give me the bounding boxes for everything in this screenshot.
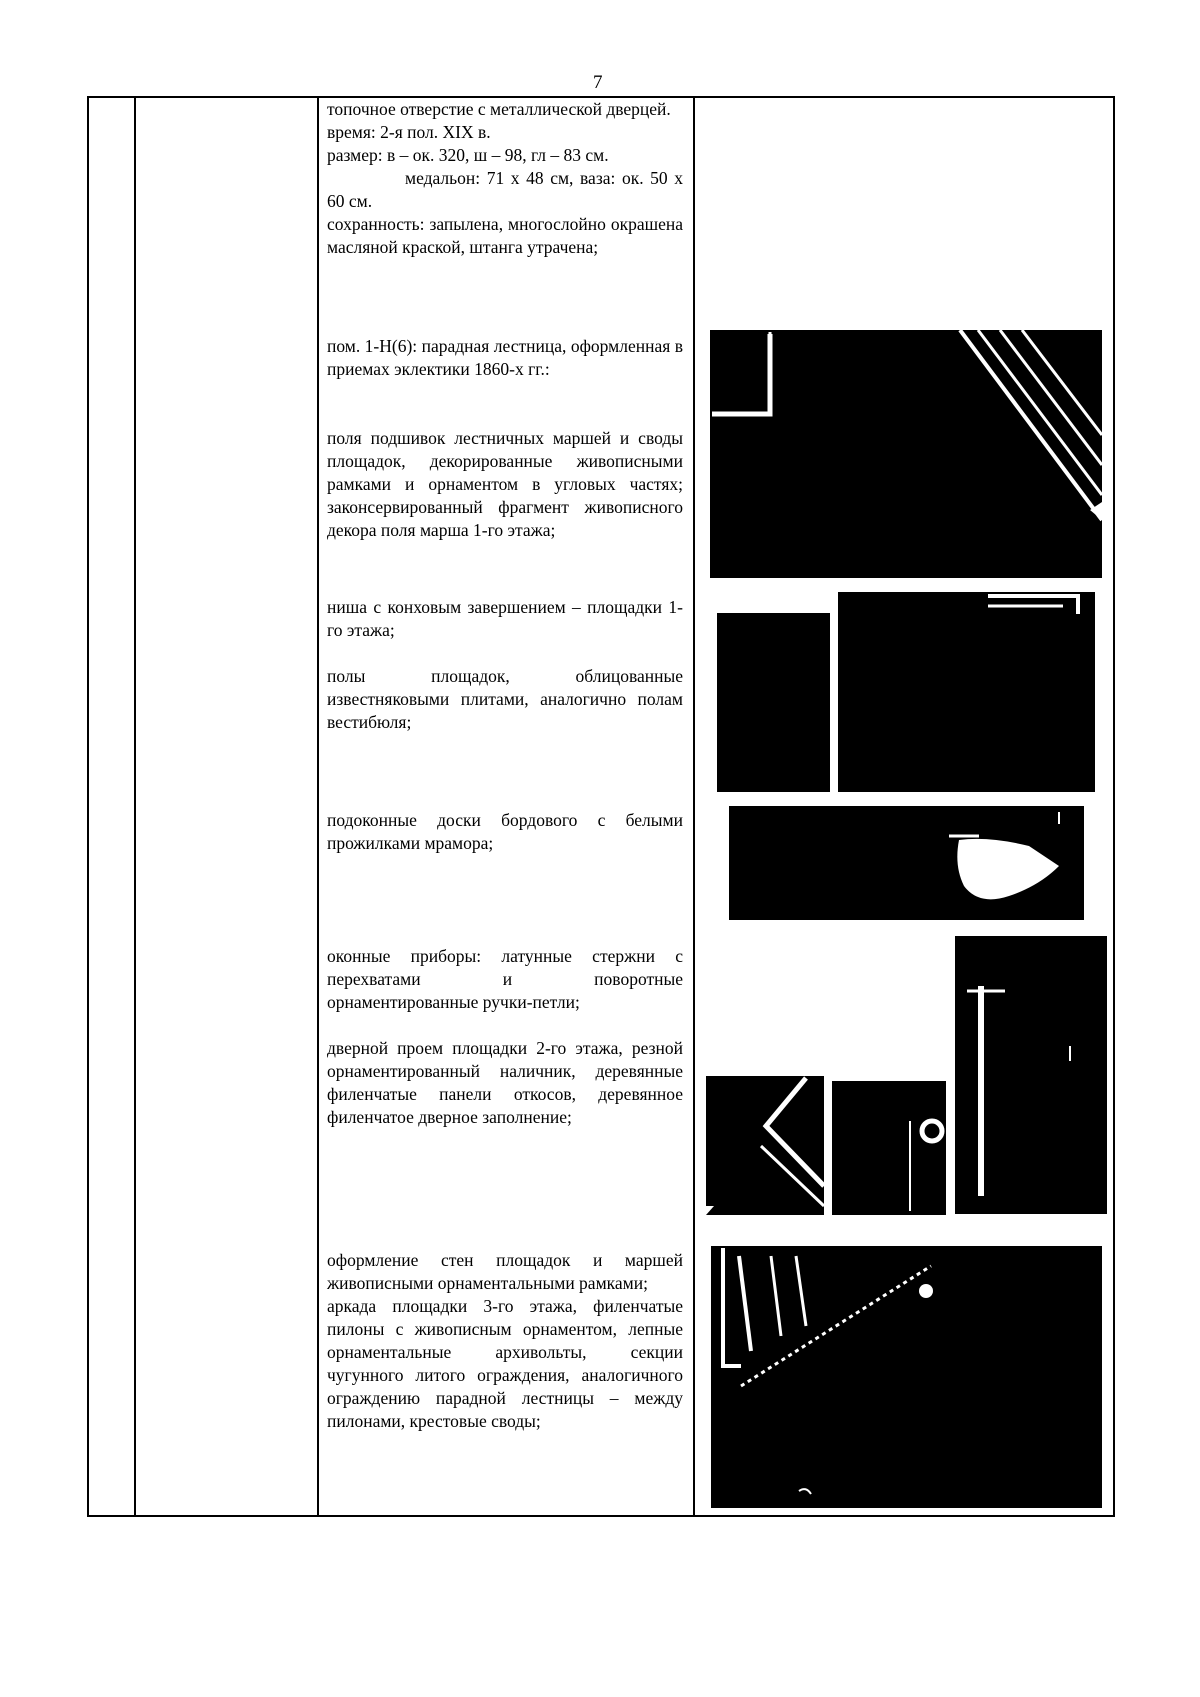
entry-text: дверной проем площадки 2-го этажа, резной орнаментированный наличник, деревянные филенчатые панели откосов, деревянное филенчатое дверное заполнение; [327, 1038, 683, 1127]
entry-text: оконные приборы: латунные стержни с перехватами и поворотные орнаментированные ручки-петли; [327, 946, 683, 1012]
photo-arcade [711, 1246, 1102, 1508]
entry-text: ниша с конховым завершением – площадки 1-го этажа; [327, 597, 683, 640]
photo-window-fitting [955, 936, 1107, 1214]
photo-niche [717, 613, 830, 792]
column-divider [134, 98, 136, 1515]
entry-text: аркада площадки 3-го этажа, филенчатые пилоны с живописным орнаментом, лепные орнаментальные архивольты, секции чугунного литого ограждения, аналогичного ограждению парадной лестницы – между пилонами, крестовые своды; [327, 1296, 683, 1431]
photo-staircase-ceiling [710, 330, 1102, 578]
text-block-niche [327, 596, 683, 642]
entry-text: топочное отверстие с металлической дверцей. [327, 99, 671, 119]
entry-text: полы площадок, облицованные известняковыми плитами, аналогично полам вестибюля; [327, 666, 683, 732]
column-divider [317, 98, 319, 1515]
photo-door-casing [706, 1076, 824, 1215]
text-block-doorway [327, 1037, 683, 1129]
entry-text: медальон: 71 х 48 см, ваза: ок. 50 х 60 см. [327, 168, 683, 211]
entry-text: поля подшивок лестничных маршей и своды площадок, декорированные живописными рамками и орнаментом в угловых частях; законсервированный фрагмент живописного декора поля марша 1-го этажа; [327, 428, 683, 540]
column-divider [693, 98, 695, 1515]
entry-text: сохранность: запылена, многослойно окрашена масляной краской, штанга утрачена; [327, 214, 683, 257]
photo-windowsill [729, 806, 1084, 920]
text-block-walls-arcade [327, 1249, 683, 1433]
photo-floor [838, 592, 1095, 792]
text-block-window-fittings [327, 945, 683, 1014]
entry-text: время: 2-я пол. XIX в. [327, 122, 491, 142]
text-block-ceilings [327, 427, 683, 542]
text-block-staircase [327, 335, 683, 381]
page-number: 7 [593, 72, 603, 93]
photo-door-panel [832, 1081, 946, 1215]
entry-text: оформление стен площадок и маршей живописными орнаментальными рамками; [327, 1250, 683, 1293]
text-block-windowsills [327, 809, 683, 855]
entry-text: размер: в – ок. 320, ш – 98, гл – 83 см. [327, 145, 609, 165]
text-block-floors [327, 665, 683, 734]
entry-text: пом. 1-Н(6): парадная лестница, оформленная в приемах эклектики 1860-х гг.: [327, 336, 683, 379]
entry-text: подоконные доски бордового с белыми прожилками мрамора; [327, 810, 683, 853]
text-block-stove [327, 98, 683, 259]
